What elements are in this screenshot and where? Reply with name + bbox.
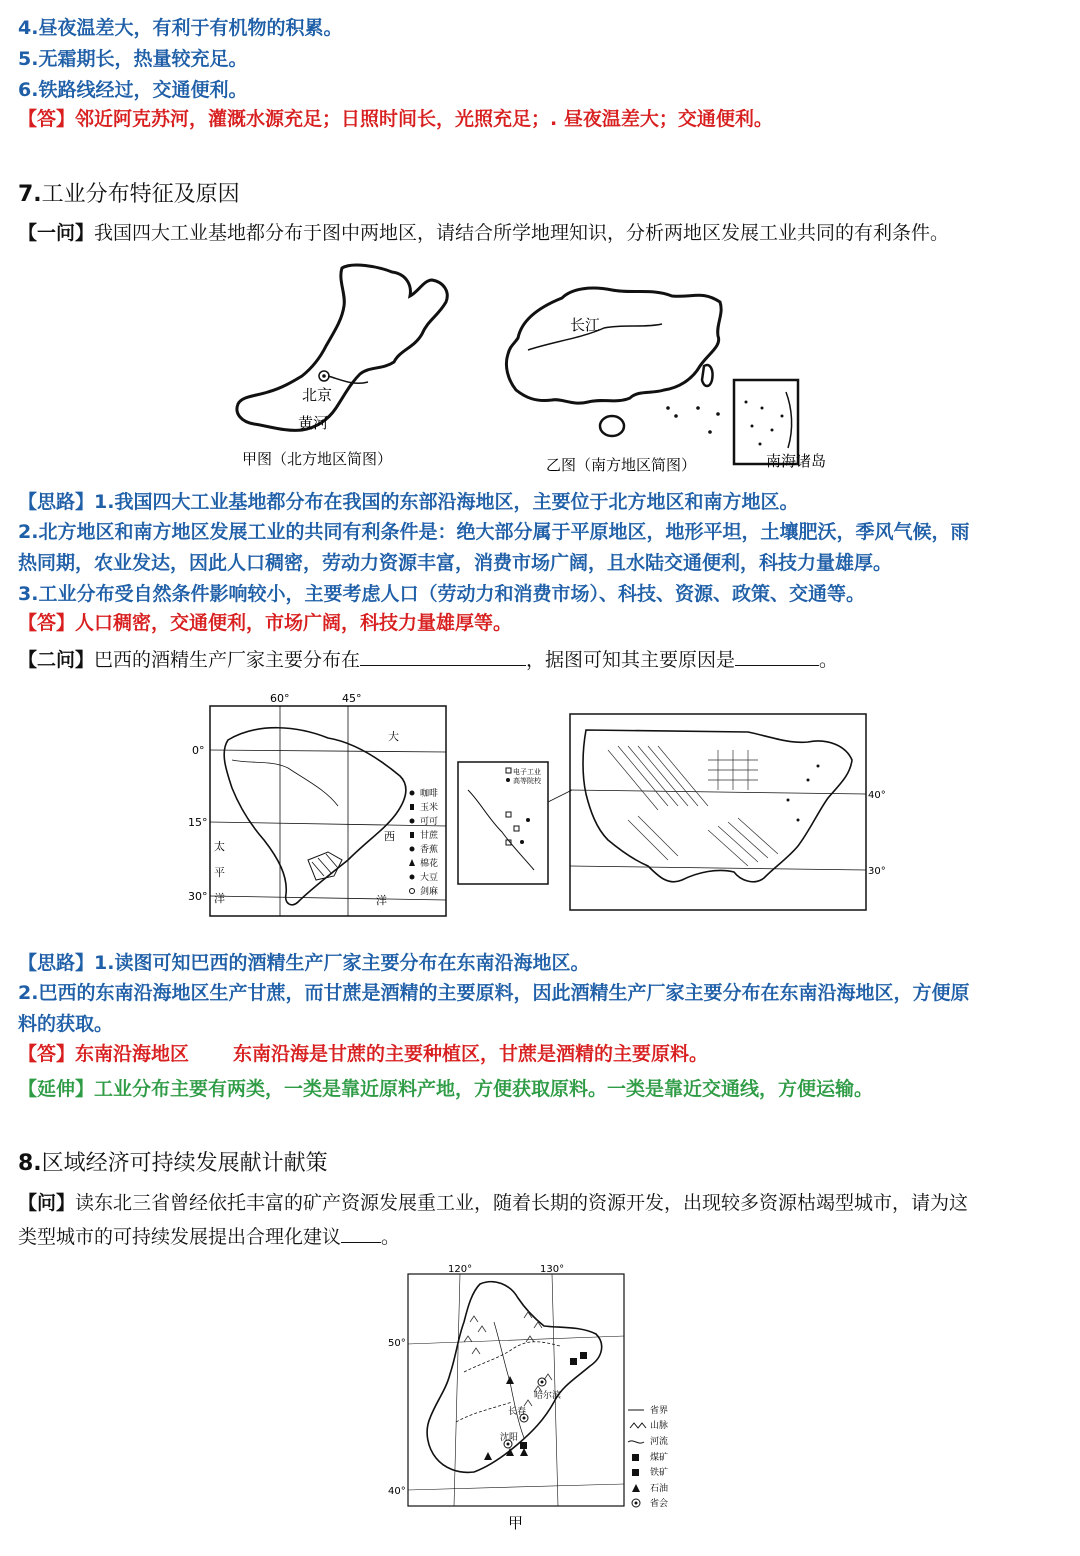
usa-hatching (608, 746, 778, 866)
legend-item-iron: 铁矿 (650, 1468, 669, 1478)
question-tag: 【一问】 (18, 222, 95, 244)
lon60-label: 60° (270, 692, 290, 705)
inset-legend-electronics: 电子工业 (513, 768, 541, 776)
answer-blank-2[interactable] (735, 647, 819, 666)
lon45-label: 45° (342, 692, 362, 705)
northeast-legend (628, 1404, 668, 1509)
lat40-label: 40° (388, 1486, 406, 1497)
legend-item-river: 河流 (650, 1437, 669, 1447)
legend-item-coal: 煤矿 (650, 1453, 669, 1463)
extension-text: 工业分布主要有两类，一类是靠近原料产地，方便获取原料。一类是靠近交通线，方便运输。 (94, 1078, 874, 1100)
ocean-label-l3: 洋 (214, 892, 225, 905)
answer-text: 人口稠密，交通便利，市场广阔，科技力量雄厚等。 (75, 612, 513, 634)
harbin-label: 哈尔滨 (534, 1391, 562, 1401)
question-end: 。 (381, 1226, 401, 1248)
legend-item-banana: 香蕉 (420, 845, 439, 855)
sec7-title: 工业分布特征及原因 (41, 182, 240, 207)
sec7-thinkb1 (18, 948, 1062, 978)
answer-tag: 【答】 (18, 1043, 76, 1065)
question-tag: 【问】 (18, 1192, 76, 1214)
sec8-number: 8. (18, 1151, 42, 1176)
sec7-think3: 3.工业分布受自然条件影响较小，主要考虑人口（劳动力和消费市场）、科技、资源、政策、交通等。 (18, 583, 865, 605)
sec7-answer1 (18, 608, 1062, 638)
ocean-label-r3: 洋 (376, 894, 387, 907)
sec8-question-a (18, 1188, 1062, 1218)
ocean-label-l2: 平 (214, 866, 225, 879)
answer-tag: 【答】 (18, 612, 76, 634)
south-region-outline (506, 288, 721, 403)
question-text: 类型城市的可持续发展提出合理化建议 (18, 1226, 342, 1248)
sec6-answer (18, 104, 1062, 134)
question-text: 读东北三省曾经依托丰富的矿产资源发展重工业，随着长期的资源开发，出现较多资源枯竭型城市，请为这 (75, 1192, 969, 1214)
northeast-china-map (384, 1262, 688, 1538)
sec8-title: 区域经济可持续发展献计献策 (41, 1151, 328, 1176)
sec7-thinkb2a: 2.巴西的东南沿海地区生产甘蔗，而甘蔗是酒精的主要原料，因此酒精生产厂家主要分布在东南沿海地区，方便原 (18, 982, 970, 1004)
lat0-label: 0° (192, 744, 205, 757)
question-text-a: 巴西的酒精生产厂家主要分布在 (94, 649, 361, 671)
sec7-number: 7. (18, 182, 42, 207)
sec7-question2 (18, 645, 1062, 675)
sec6-item4: 4.昼夜温差大，有利于有机物的积累。 (18, 17, 343, 39)
sec8-heading (18, 1149, 1062, 1179)
extension-tag: 【延伸】 (18, 1078, 95, 1100)
beijing-label: 北京 (302, 386, 333, 404)
question-end: 。 (819, 649, 839, 671)
sec7-extension (18, 1074, 1062, 1104)
sec7-think1 (18, 487, 1062, 517)
lat30-label: 30° (188, 890, 208, 903)
legend-item-cocoa: 可可 (420, 817, 439, 827)
ocean-label-l1: 太 (214, 840, 225, 853)
us-lat30-label: 30° (868, 866, 886, 877)
think-tag: 【思路】 (18, 952, 95, 974)
islands-label: 南海诸岛 (766, 452, 827, 470)
us-lat40-label: 40° (868, 790, 886, 801)
northeast-map-frame (408, 1274, 624, 1506)
sec7-answer2 (18, 1039, 1062, 1069)
legend-item-soybean: 大豆 (420, 873, 439, 883)
answer-text-b: 东南沿海是甘蔗的主要种植区，甘蔗是酒精的主要原料。 (233, 1043, 709, 1065)
changjiang-label: 长江 (570, 316, 601, 334)
answer-tag: 【答】 (18, 108, 76, 130)
question-tag: 【二问】 (18, 649, 95, 671)
yellow-river-label: 黄河 (298, 414, 329, 432)
inset-legend-universities: 高等院校 (513, 777, 541, 785)
answer-blank-1[interactable] (360, 647, 526, 666)
think-text: 1.读图可知巴西的酒精生产厂家主要分布在东南沿海地区。 (94, 952, 590, 974)
ocean-label-r2: 西 (384, 830, 395, 843)
sec6-item6: 6.铁路线经过，交通便利。 (18, 79, 248, 101)
taiwan-island (702, 365, 713, 386)
legend-item-corn: 玉米 (420, 803, 439, 813)
north-region-outline (237, 265, 447, 430)
lat50-label: 50° (388, 1338, 406, 1349)
legend-item-capital: 省会 (650, 1499, 669, 1509)
legend-item-boundary: 省界 (650, 1406, 669, 1416)
think-text: 1.我国四大工业基地都分布在我国的东部沿海地区，主要位于北方地区和南方地区。 (94, 491, 799, 513)
legend-item-coffee: 咖啡 (420, 789, 439, 799)
answer-text-a: 东南沿海地区 (75, 1043, 190, 1065)
ocean-label-r1: 大 (388, 730, 399, 743)
south-map-caption: 乙图（南方地区简图） (546, 456, 697, 474)
legend-item-sugarcane: 甘蔗 (420, 831, 439, 841)
sec7-thinkb2b: 料的获取。 (18, 1013, 114, 1035)
brazil-usa-maps (188, 690, 886, 918)
northeast-outline (427, 1282, 602, 1473)
legend-item-oil: 石油 (650, 1484, 669, 1494)
legend-item-mountain: 山脉 (650, 1421, 669, 1431)
shenyang-label: 沈阳 (500, 1433, 519, 1443)
lon130-label: 130° (540, 1264, 565, 1275)
hainan-island (600, 416, 624, 436)
legend-item-cotton: 棉花 (420, 859, 439, 869)
lat15-label: 15° (188, 816, 208, 829)
answer-text: 邻近阿克苏河，灌溉水源充足；日照时间长，光照充足；. 昼夜温差大；交通便利。 (75, 108, 773, 130)
northeast-map-caption: 甲 (508, 1514, 524, 1532)
answer-blank-3[interactable] (341, 1224, 381, 1243)
usa-map-frame (570, 714, 866, 910)
north-map-caption: 甲图（北方地区简图） (242, 450, 393, 468)
lon120-label: 120° (448, 1264, 473, 1275)
north-south-china-map (232, 258, 844, 478)
changchun-label: 长春 (508, 1407, 527, 1417)
think-tag: 【思路】 (18, 491, 95, 513)
question-text-b: ，据图可知其主要原因是 (526, 649, 736, 671)
sec7-question1 (18, 218, 1062, 248)
brazil-legend (409, 787, 439, 897)
sec8-question-b (18, 1222, 1062, 1252)
question-text: 我国四大工业基地都分布于图中两地区，请结合所学地理知识，分析两地区发展工业共同的有利条件。 (94, 222, 950, 244)
sec7-think2b: 热同期，农业发达，因此人口稠密，劳动力资源丰富，消费市场广阔，且水陆交通便利，科技力量雄厚。 (18, 552, 893, 574)
sec7-think2a: 2.北方地区和南方地区发展工业的共同有利条件是：绝大部分属于平原地区，地形平坦，土壤肥沃，季风气候，雨 (18, 521, 970, 543)
sec6-item5: 5.无霜期长，热量较充足。 (18, 48, 248, 70)
sec7-heading (18, 180, 1062, 210)
legend-item-sisal: 剑麻 (420, 887, 439, 897)
